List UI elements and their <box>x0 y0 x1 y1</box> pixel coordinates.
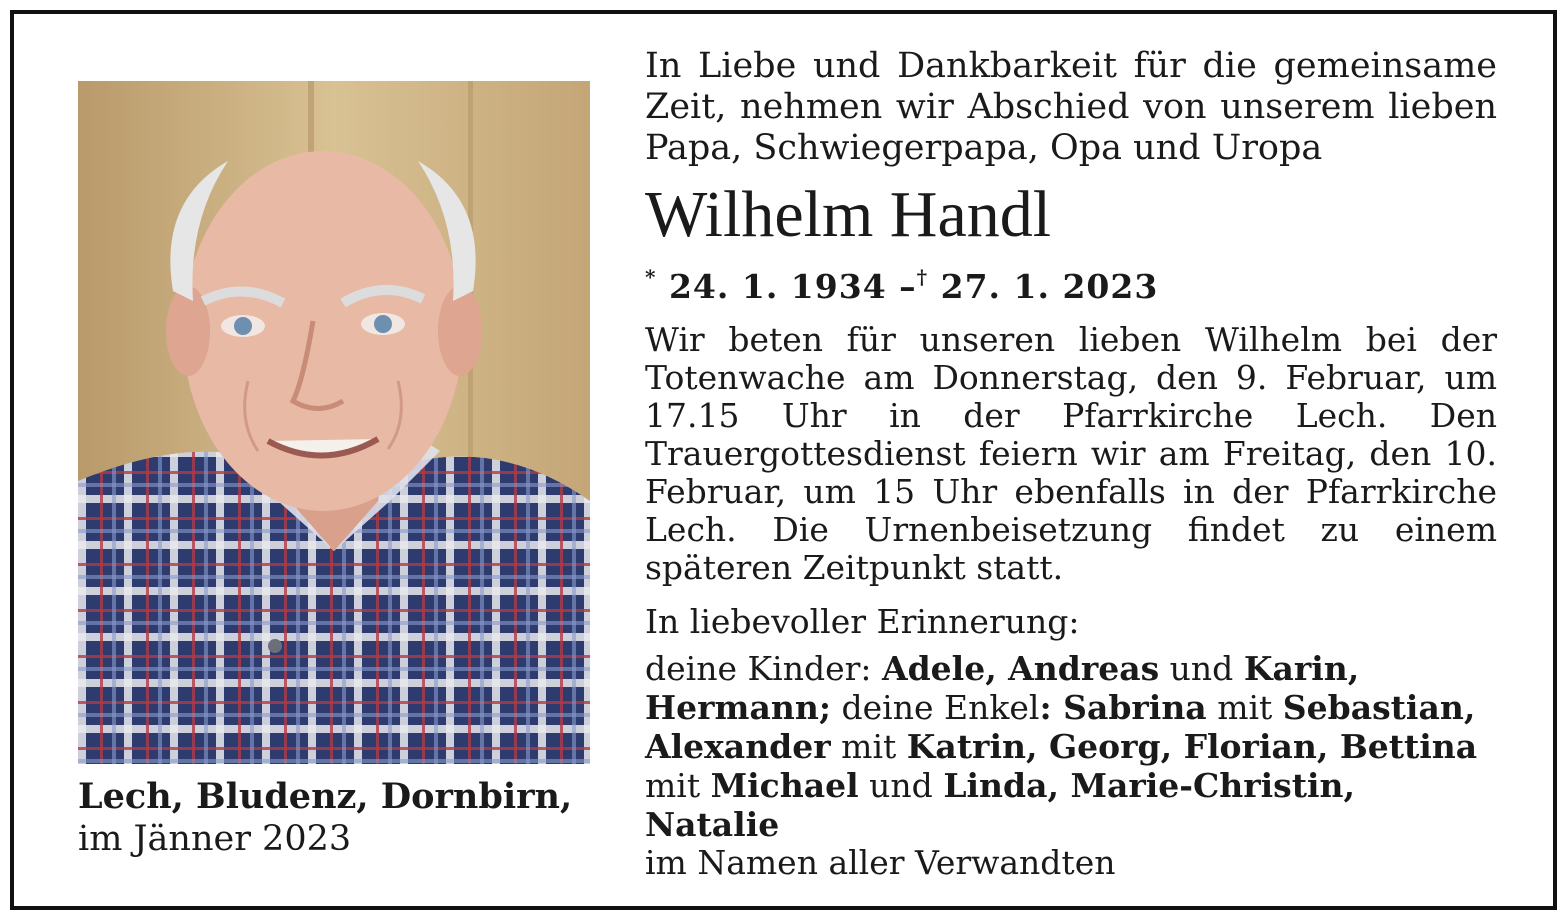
family-name: Katrin, Georg, Florian, Bettina <box>906 727 1478 766</box>
intro-text: In Liebe und Dankbarkeit für die gemeinsame Zeit, nehmen wir Abschied von unserem lieben Papa, Schwiegerpapa, Opa und Uropa <box>645 46 1497 168</box>
place-and-date <box>78 776 618 860</box>
place-date: im Jänner 2023 <box>78 819 352 859</box>
died-mark: † <box>916 265 929 289</box>
obituary-notice <box>10 10 1557 910</box>
died-date: 27. 1. 2023 <box>940 267 1159 306</box>
memory-heading: In liebevoller Erinnerung: <box>645 602 1080 641</box>
deceased-name: Wilhelm Handl <box>645 178 1052 251</box>
family-name: Linda, Marie-Christin, Natalie <box>645 766 1356 844</box>
closing-line: im Namen aller Verwandten <box>645 843 1116 882</box>
family-list <box>645 649 1497 844</box>
family-name: : Sabrina <box>1039 688 1207 727</box>
family-part: deine Kinder: <box>645 649 882 688</box>
born-date: 24. 1. 1934 <box>668 267 887 306</box>
family-part: mit <box>1206 688 1283 727</box>
date-separator: – <box>899 267 917 306</box>
family-part: mit <box>645 766 711 805</box>
born-mark: * <box>645 265 657 289</box>
family-part: mit <box>830 727 907 766</box>
family-name: Michael <box>710 766 859 805</box>
family-part: deine Enkel <box>831 688 1040 727</box>
family-name: Karin, Hermann; <box>645 649 1360 727</box>
family-name: Adele, Andreas <box>881 649 1160 688</box>
service-details: Wir beten für unseren lieben Wilhelm bei der Totenwache am Donnerstag, den 9. Februar, um 17.15 Uhr in der Pfarrkirche Lech. Den Trauergottesdienst feiern wir am Freitag, den 10. Februar, um 15 Uhr ebenfalls in der Pfarrkirche Lech. Die Urnenbeisetzung findet zu einem späteren Zeitpunkt statt. <box>645 320 1497 587</box>
notice-text <box>645 46 1497 882</box>
place-locations: Lech, Bludenz, Dornbirn, <box>78 776 573 817</box>
family-name: Sebastian, Alexander <box>645 688 1476 766</box>
family-part: und <box>858 766 944 805</box>
portrait-photo <box>78 81 590 764</box>
family-part: und <box>1159 649 1244 688</box>
life-dates <box>645 257 1497 307</box>
